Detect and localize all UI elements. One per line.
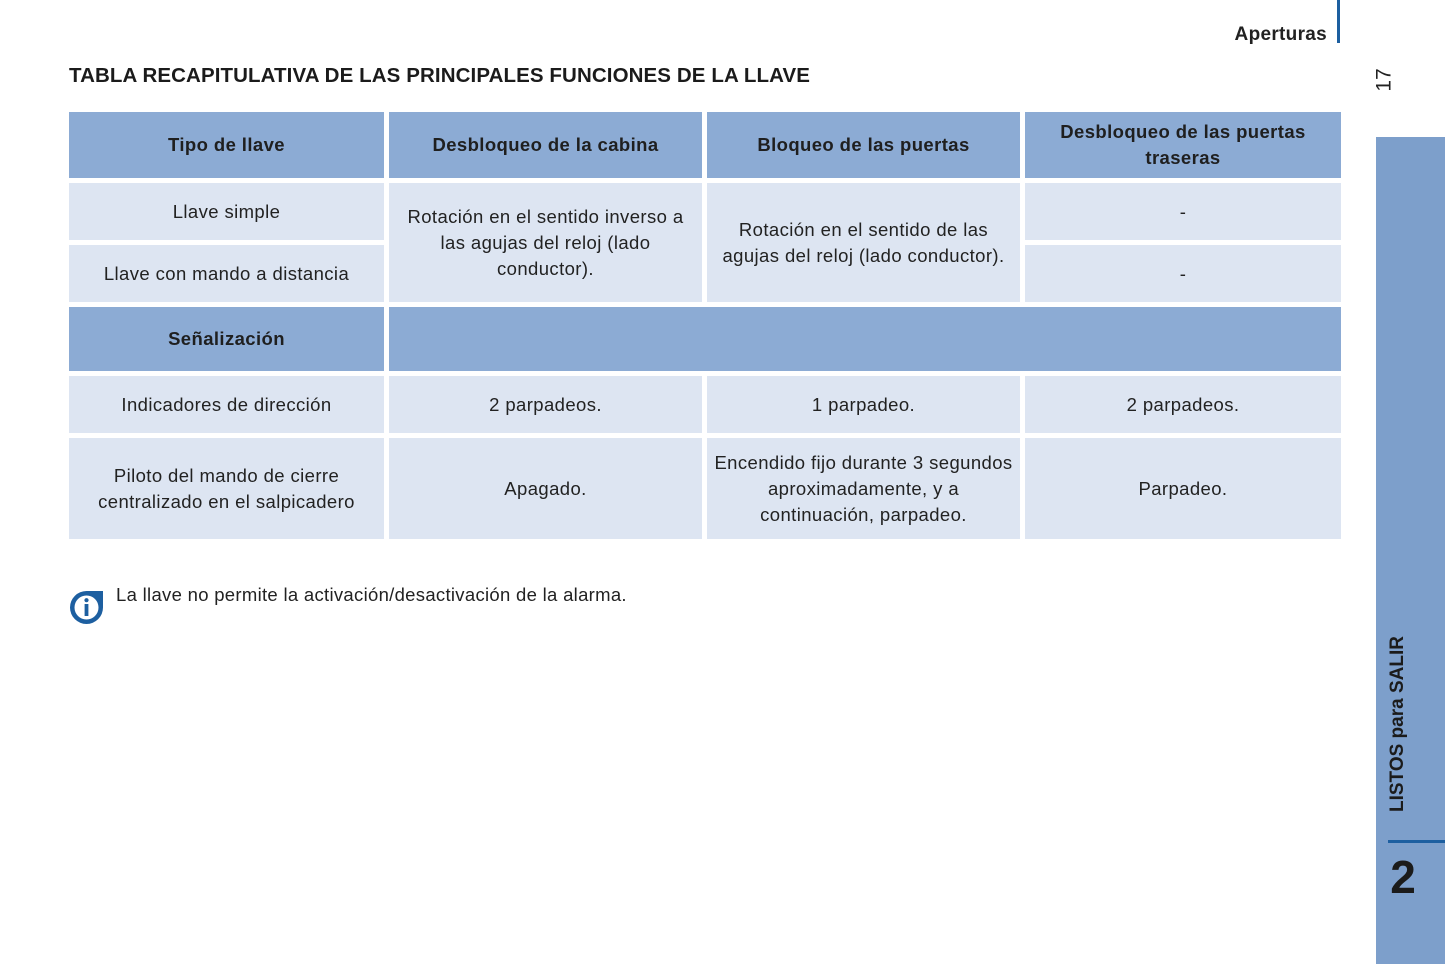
chapter-rule — [1388, 840, 1445, 843]
header-door-lock: Bloqueo de las puertas — [707, 112, 1020, 178]
page-number-box — [1370, 64, 1400, 96]
chapter-title — [1383, 622, 1413, 826]
cabin-unlock-cell: Rotación en el sentido inverso a las agujas del reloj (lado conductor). — [389, 183, 702, 302]
chapter-number: 2 — [1390, 851, 1416, 903]
key-functions-table — [69, 112, 1341, 539]
chapter-title-box — [1383, 622, 1413, 826]
signal-indicators-cabin: 2 parpadeos. — [389, 376, 702, 433]
header-signaling: Señalización — [69, 307, 384, 371]
note-text: La llave no permite la activación/desactivación de la alarma. — [116, 584, 627, 605]
info-icon — [68, 589, 105, 626]
section-name: Aperturas — [1234, 24, 1327, 45]
chapter-title-para: para — [1387, 698, 1408, 739]
signal-indicators-rear: 2 parpadeos. — [1025, 376, 1341, 433]
rear-unlock-remote: - — [1025, 245, 1341, 302]
chapter-title-salir: SALIR — [1387, 636, 1408, 694]
chapter-title-listos: LISTOS — [1387, 743, 1408, 812]
signal-label-indicators: Indicadores de dirección — [69, 376, 384, 433]
door-lock-cell: Rotación en el sentido de las agujas del reloj (lado conductor). — [707, 183, 1020, 302]
key-type-simple: Llave simple — [69, 183, 384, 240]
header-key-type: Tipo de llave — [69, 112, 384, 178]
key-type-remote: Llave con mando a distancia — [69, 245, 384, 302]
header-rear-unlock: Desbloqueo de las puertas traseras — [1025, 112, 1341, 178]
signal-indicators-lock: 1 parpadeo. — [707, 376, 1020, 433]
signal-pilot-rear: Parpadeo. — [1025, 438, 1341, 539]
page-number: 17 — [1372, 68, 1396, 92]
header-cabin-unlock: Desbloqueo de la cabina — [389, 112, 702, 178]
section-rule — [1337, 0, 1340, 43]
signal-pilot-lock: Encendido fijo durante 3 segundos aproximadamente, y a continuación, parpadeo. — [707, 438, 1020, 539]
signal-label-pilot: Piloto del mando de cierre centralizado en el salpicadero — [69, 438, 384, 539]
signaling-header-fill — [389, 307, 1341, 371]
page-title: TABLA RECAPITULATIVA DE LAS PRINCIPALES FUNCIONES DE LA LLAVE — [69, 64, 811, 87]
signal-pilot-cabin: Apagado. — [389, 438, 702, 539]
rear-unlock-simple: - — [1025, 183, 1341, 240]
